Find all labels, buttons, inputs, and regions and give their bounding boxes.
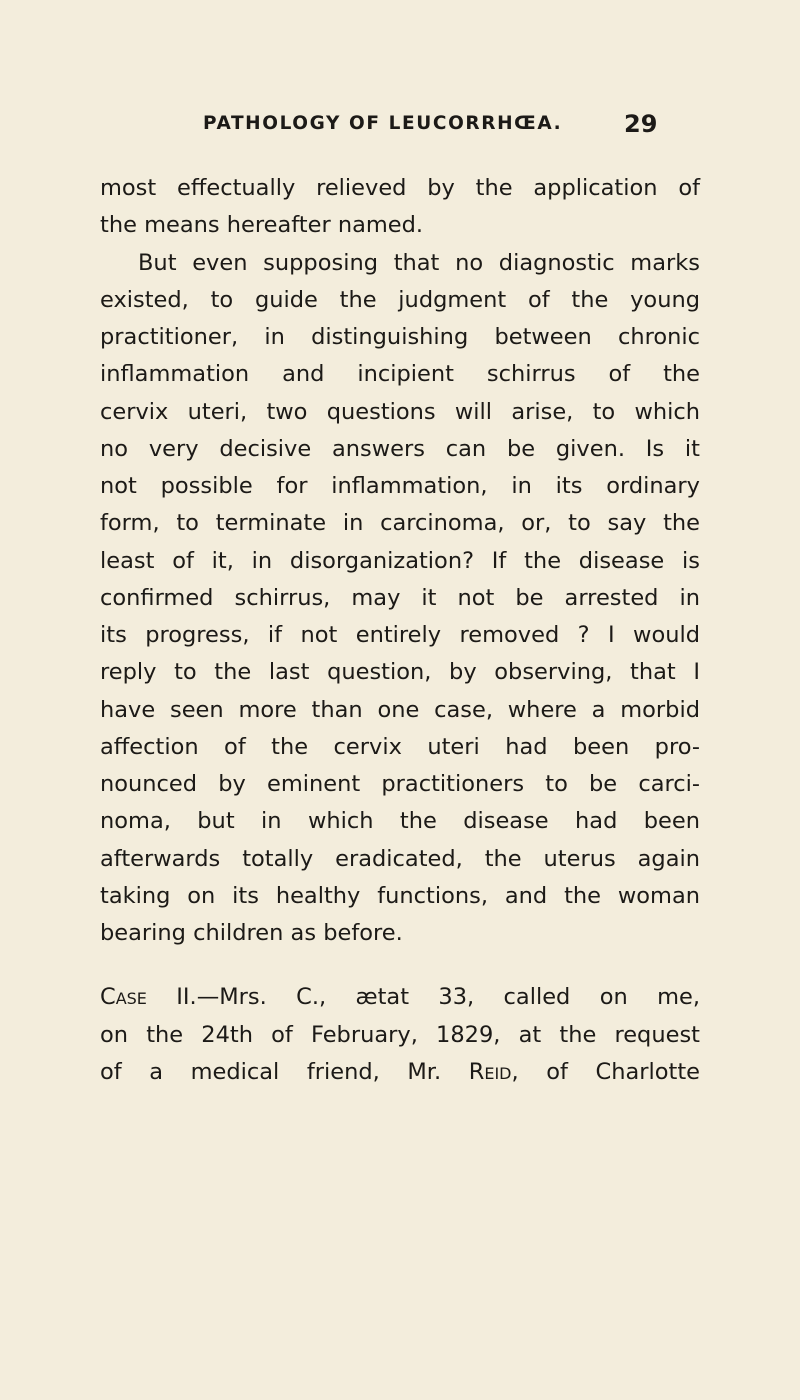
text-line: existed, to guide the judgment of the young xyxy=(100,286,700,313)
text-line: not possible for inflammation, in its ordinary xyxy=(100,473,700,499)
text-line: form, to terminate in carcinoma, or, to say the xyxy=(100,510,700,537)
text-line: afterwards totally eradicated, the uterus again xyxy=(100,845,700,872)
text-line: affection of the cervix uteri had been pro- xyxy=(100,733,700,760)
section-gap xyxy=(100,952,700,979)
case-text: of a medical friend, Mr. xyxy=(100,1058,469,1085)
text-line: no very decisive answers can be given. Is it xyxy=(100,435,700,462)
text-line: have seen more than one case, where a morbid xyxy=(100,696,700,723)
text-line: cervix uteri, two questions will arise, to which xyxy=(100,398,700,425)
text-line: nounced by eminent practitioners to be carci- xyxy=(100,771,700,797)
case-text: , of Charlotte xyxy=(511,1058,700,1085)
case-label: Case II. xyxy=(100,984,197,1011)
text-line: least of it, in disorganization? If the disease is xyxy=(100,547,700,574)
case-text: —Mrs. C., ætat 33, called on me, xyxy=(196,984,701,1011)
page-number: 29 xyxy=(624,110,658,138)
text-line: its progress, if not entirely removed ? I would xyxy=(100,622,700,648)
text-line: inflammation and incipient schirrus of the xyxy=(100,361,700,388)
text-line: most effectually relieved by the application of xyxy=(100,175,700,201)
text-line: taking on its healthy functions, and the woman xyxy=(100,882,700,909)
text-line: practitioner, in distinguishing between chronic xyxy=(100,324,700,350)
text-line: confirmed schirrus, may it not be arrested in xyxy=(100,584,700,611)
text-line: bearing children as before. xyxy=(100,920,403,946)
page-body xyxy=(100,170,700,1091)
text-line: the means hereafter named. xyxy=(100,212,424,239)
page-header xyxy=(0,110,800,143)
text-line: But even supposing that no diagnostic marks xyxy=(138,249,700,276)
text-line xyxy=(100,979,700,1016)
paragraph-continuation xyxy=(100,170,700,245)
text-line: noma, but in which the disease had been xyxy=(100,808,700,835)
text-line xyxy=(100,1054,700,1091)
text-line: on the 24th of February, 1829, at the request xyxy=(100,1021,700,1048)
case-paragraph xyxy=(100,979,700,1091)
running-head: PATHOLOGY OF LEUCORRHŒA. xyxy=(203,113,563,134)
person-name: Reid xyxy=(468,1058,512,1085)
text-line: reply to the last question, by observing, that I xyxy=(100,659,700,686)
paragraph-main xyxy=(100,245,700,953)
